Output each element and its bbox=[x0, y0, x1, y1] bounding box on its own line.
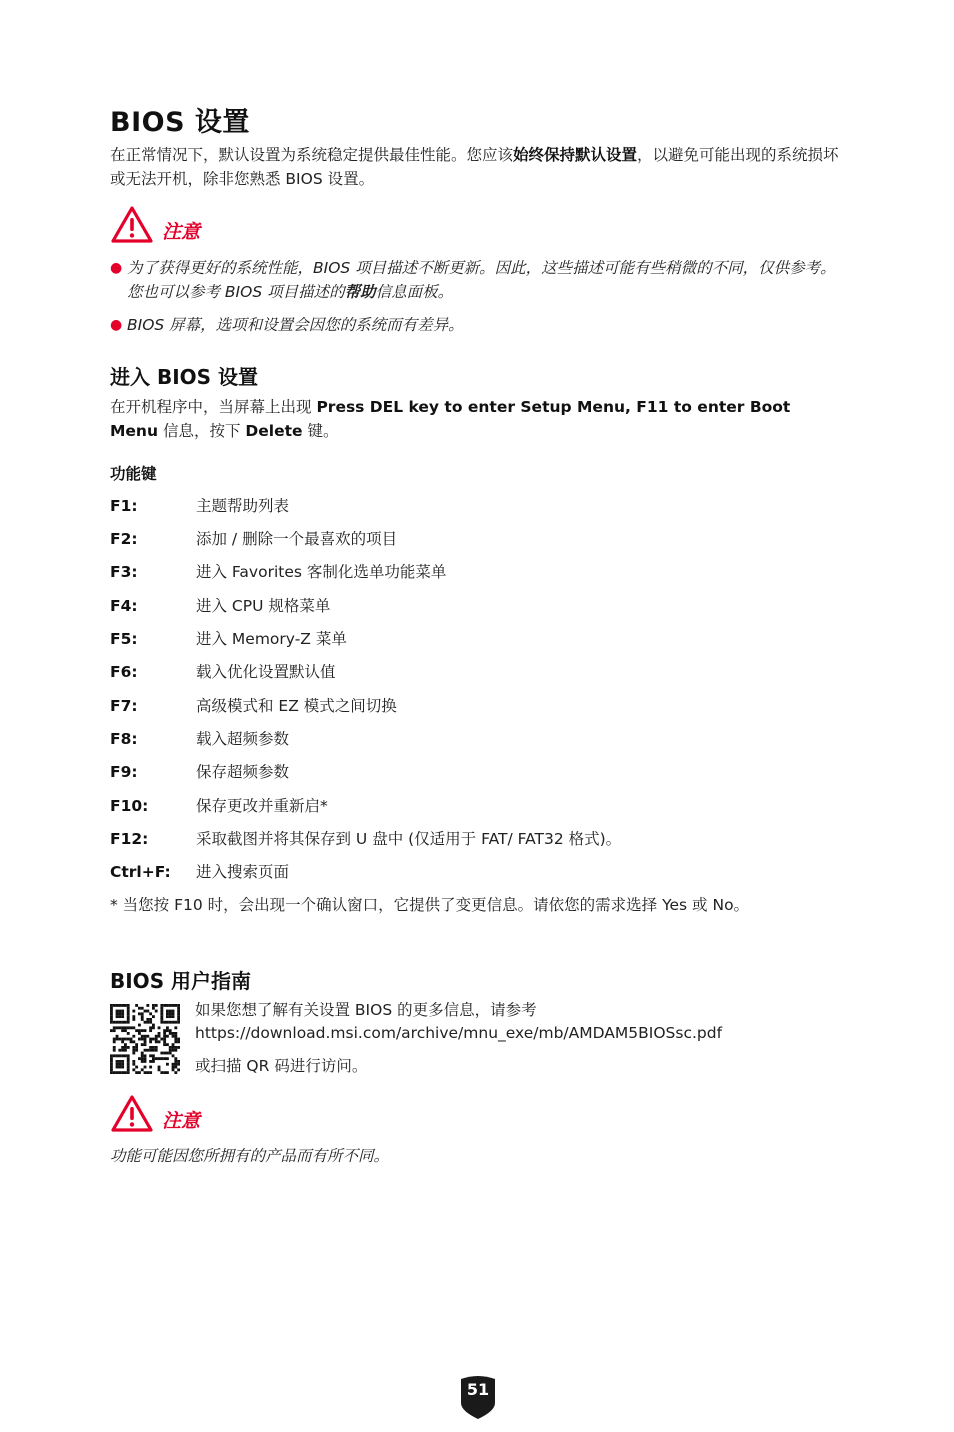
function-key-row: F5: 进入 Memory-Z 菜单 bbox=[110, 630, 347, 648]
function-key-row: F9: 保存超频参数 bbox=[110, 763, 290, 781]
intro-paragraph: 在正常情况下，默认设置为系统稳定提供最佳性能。您应该始终保持默认设置，以避免可能出现的系统损坏或无法开机，除非您熟悉 BIOS 设置。 bbox=[110, 146, 839, 188]
page-number: 51 bbox=[466, 1380, 490, 1399]
function-key-row: F7: 高级模式和 EZ 模式之间切换 bbox=[110, 697, 397, 715]
note-box-2 bbox=[110, 1092, 200, 1136]
note-label: 注意 bbox=[162, 220, 201, 243]
function-key-row: Ctrl+F: 进入搜索页面 bbox=[110, 863, 290, 881]
guide-line-1: 如果您想了解有关设置 BIOS 的更多信息，请参考 bbox=[195, 1001, 537, 1019]
function-key-row: F3: 进入 Favorites 客制化选单功能菜单 bbox=[110, 563, 447, 581]
warning-icon bbox=[110, 1094, 154, 1134]
function-key-row: F6: 载入优化设置默认值 bbox=[110, 663, 336, 681]
function-key-row: F1: 主题帮助列表 bbox=[110, 497, 290, 515]
bullet-dot: ● bbox=[110, 317, 123, 333]
note-bullet-1: ● 为了获得更好的系统性能，BIOS 项目描述不断更新。因此，这些描述可能有些稍微的不同，仅供参考。您也可以参考 BIOS 项目描述的帮助信息面板。 bbox=[110, 256, 840, 304]
function-key-row: F8: 载入超频参数 bbox=[110, 730, 290, 748]
f10-footnote: * 当您按 F10 时，会出现一个确认窗口，它提供了变更信息。请依您的需求选择 Yes 或 No。 bbox=[110, 896, 750, 914]
function-key-row: F12: 采取截图并将其保存到 U 盘中 (仅适用于 FAT/ FAT32 格式)。 bbox=[110, 830, 622, 848]
note-2-text: 功能可能因您所拥有的产品而有所不同。 bbox=[110, 1147, 390, 1165]
guide-url-link[interactable]: https://download.msi.com/archive/mnu_exe/mb/AMDAM5BIOSsc.pdf bbox=[195, 1024, 723, 1042]
enter-bios-heading: 进入 BIOS 设置 bbox=[110, 365, 259, 389]
function-key-row: F2: 添加 / 删除一个最喜欢的项目 bbox=[110, 530, 398, 548]
bullet-dot: ● bbox=[110, 260, 123, 276]
guide-line-3: 或扫描 QR 码进行访问。 bbox=[195, 1057, 368, 1075]
note-box-1 bbox=[110, 203, 200, 247]
note-label: 注意 bbox=[162, 1109, 201, 1132]
page-title: BIOS 设置 bbox=[110, 107, 250, 138]
warning-icon bbox=[110, 205, 154, 245]
function-key-row: F4: 进入 CPU 规格菜单 bbox=[110, 597, 331, 615]
function-keys-heading: 功能键 bbox=[110, 465, 157, 483]
enter-bios-paragraph: 在开机程序中，当屏幕上出现 Press DEL key to enter Setup Menu, F11 to enter Boot Menu 信息，按下 Delete 键。 bbox=[110, 398, 791, 440]
user-guide-heading: BIOS 用户指南 bbox=[110, 969, 252, 993]
note-bullet-2: ● BIOS 屏幕，选项和设置会因您的系统而有差异。 bbox=[110, 313, 840, 337]
qr-code-icon[interactable] bbox=[110, 1004, 180, 1074]
function-key-row: F10: 保存更改并重新启* bbox=[110, 797, 328, 815]
